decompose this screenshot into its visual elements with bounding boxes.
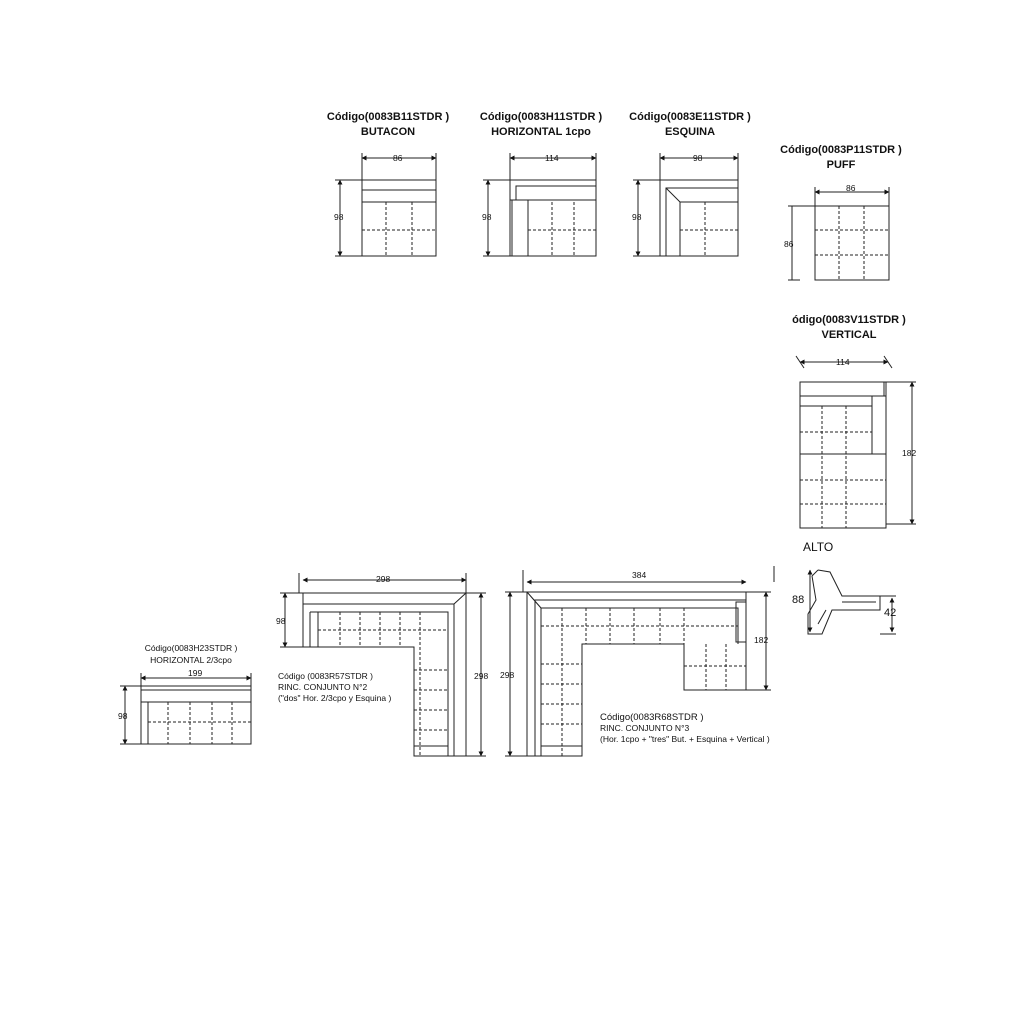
- vertical-code: ódigo(0083V11STDR ): [792, 314, 906, 326]
- puff-code: Código(0083P11STDR ): [780, 144, 902, 156]
- rinc-2-name: RINC. CONJUNTO N°2: [278, 682, 368, 692]
- esquina-depth: 98: [632, 212, 642, 222]
- rinc-2-title: [278, 671, 391, 704]
- alto-seat: 42: [884, 607, 897, 619]
- alto-total: 88: [792, 594, 805, 606]
- rinc-3-name: RINC. CONJUNTO N°3: [600, 723, 690, 733]
- rinc-3-desc: (Hor. 1cpo + "tres" But. + Esquina + Vertical ): [600, 734, 770, 744]
- horizontal-1-title: [470, 110, 612, 140]
- vertical-title: [778, 313, 920, 343]
- rinc-2-code: Código (0083R57STDR ): [278, 671, 373, 681]
- rinc-3-height: 298: [500, 670, 515, 680]
- puff-title: [770, 143, 912, 173]
- horizontal-23-name: HORIZONTAL 2/3cpo: [150, 655, 232, 665]
- alto-side-view: [808, 570, 896, 634]
- puff-drawing: [788, 187, 889, 280]
- esquina-title: [618, 110, 762, 140]
- butacon-drawing: [335, 153, 436, 256]
- horizontal-1-code: Código(0083H11STDR ): [479, 111, 603, 123]
- rinc-3-width: 384: [632, 570, 647, 580]
- esquina-code: Código(0083E11STDR ): [629, 111, 751, 123]
- horizontal-23-depth: 98: [118, 711, 128, 721]
- butacon-depth: 98: [334, 212, 344, 222]
- butacon-title: [318, 110, 458, 140]
- horizontal-1-name: HORIZONTAL 1cpo: [491, 126, 591, 138]
- rinc-2-desc: ("dos" Hor. 2/3cpo y Esquina ): [278, 693, 392, 703]
- horizontal-23-code: Código(0083H23STDR ): [144, 643, 238, 653]
- horizontal-23-width: 199: [188, 668, 203, 678]
- horizontal-1-depth: 98: [482, 212, 492, 222]
- rinc-3-code: Código(0083R68STDR ): [600, 712, 704, 723]
- vertical-name: VERTICAL: [821, 329, 877, 341]
- horizontal-23cpo-drawing: [120, 673, 251, 744]
- butacon-code: Código(0083B11STDR ): [326, 111, 450, 123]
- puff-name: PUFF: [826, 159, 856, 171]
- rinc-2-height: 298: [474, 671, 489, 681]
- esquina-width: 98: [693, 153, 703, 163]
- horizontal-1-width: 114: [545, 153, 559, 163]
- butacon-name: BUTACON: [360, 126, 416, 138]
- horizontal-1cpo-drawing: [483, 153, 596, 256]
- puff-depth: 86: [784, 239, 794, 249]
- horizontal-23-title: [126, 642, 256, 666]
- alto-label: ALTO: [803, 540, 834, 554]
- rinc-2-depth: 98: [276, 616, 286, 626]
- puff-width: 86: [846, 183, 856, 193]
- rinc-2-width: 298: [376, 574, 391, 584]
- butacon-width: 86: [393, 153, 403, 163]
- vertical-width: 114: [836, 357, 850, 367]
- rinc-conjunto-2-drawing: [280, 573, 489, 756]
- vertical-drawing: [796, 356, 916, 528]
- esquina-name: ESQUINA: [664, 126, 716, 138]
- rinc-3-title: [600, 712, 770, 745]
- rinc-3-depth: 182: [754, 635, 769, 645]
- esquina-drawing: [633, 153, 738, 256]
- vertical-depth: 182: [902, 448, 917, 458]
